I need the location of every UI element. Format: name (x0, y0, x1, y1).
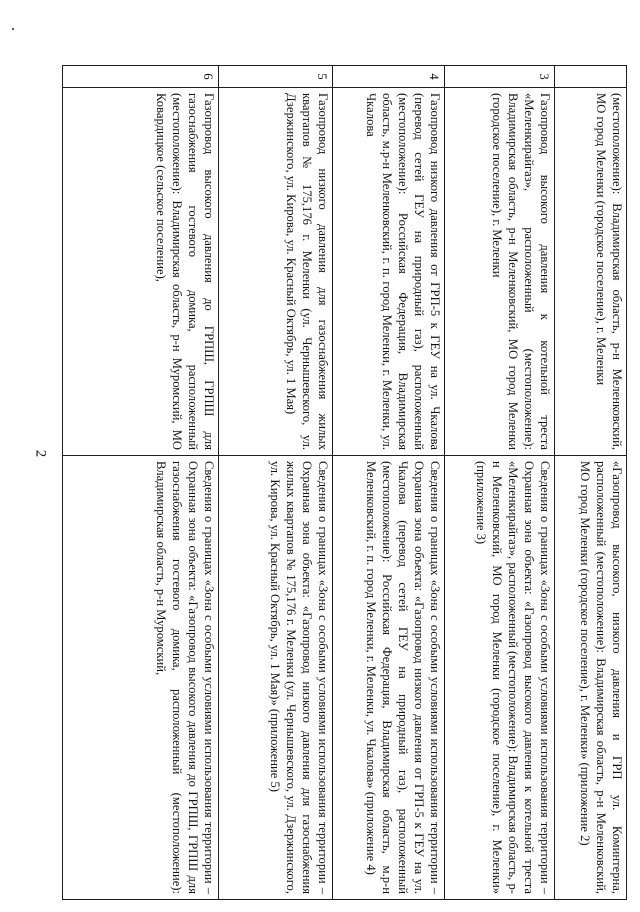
zone-info-cell: Сведения о границах «Зона с особыми условиями использования территории – Охранная зона объекта: «Газопровод высокого давления до ГРПШ, ГРПШ для газоснабжения гостевого домика, расположенный (местоположение): Владимирская область, р-н Муромский, (63, 456, 219, 900)
rotated-table-container (63, 65, 627, 899)
table-row (219, 66, 333, 900)
row-number: 4 (333, 66, 445, 88)
zones-table (62, 65, 627, 900)
row-number: 5 (219, 66, 333, 88)
table-row (445, 66, 555, 900)
table-row (63, 66, 219, 900)
page-number: 2 (32, 449, 49, 458)
zone-info-cell: Сведения о границах «Зона с особыми условиями использования территории – Охранная зона объекта: «Газопровод высокого давления к котельной треста «Меленкирайгаз», расположенный (местоположение): Владимирская область, р-н Меленковский, МО город Меленки (городское поселение), г. Меленки» (приложение 3) (445, 456, 555, 900)
object-cell: Газопровод низкого давления для газоснабжения жилых квартапов № 175,176 г. Меленки (ул. Чернышевского, ул. Дзержинского, ул. Кирова, ул. Красный Октябрь, ул. 1 Мая) (219, 88, 333, 456)
table-row (555, 66, 627, 900)
object-cell: Газопровод низкого давления от ГРП-5 к ГЕУ на ул. Чкалова (перевод сетей ГЕУ на природный газ), расположенный (местоположение): Российская Федерация, Владимирская область, м.р-н Меленковский, г. п. город Меленки, г. Меленки, ул. Чкалова (333, 88, 445, 456)
row-number: 3 (445, 66, 555, 88)
row-number (555, 66, 627, 88)
object-cell: Газопровод высокого давления до ГРПШ, ГРПШ для газоснабжения гостевого домика, расположенный (местоположение): Владимирская область, р-н Муромский, МО Ковардицкое (сельское поселение), (63, 88, 219, 456)
table-row (333, 66, 445, 900)
zone-info-cell: Сведения о границах «Зона с особыми условиями использования территории – Охранная зона объекта: «Газопровод низкого давления для газоснабжения жилых квартапов № 175,176 г. Меленки (ул. Чернышевского, ул. Дзержинского, ул. Кирова, ул. Красный Октябрь, ул. 1 Мая)» (приложение 5) (219, 456, 333, 900)
zone-info-cell: Сведения о границах «Зона с особыми условиями использования территории – Охранная зона объекта: «Газопровод низкого давления от ГРП-5 к ГЕУ на ул. Чкалова (перевод сетей ГЕУ на природный газ), расположенный (местоположение): Российская Федерация, Владимирская область, м.р-н Меленковский, г. п. город Меленки, г. Меленки, ул. Чкалова» (приложение 4) (333, 456, 445, 900)
row-number: 6 (63, 66, 219, 88)
scan-speck (12, 28, 14, 30)
object-cell: Газопровод высокого давления к котельной треста «Меленкирайгаз», расположенный (местоположение): Владимирская область, р-н Меленковский, МО город Меленки (городское поселение), г. Меленки (445, 88, 555, 456)
zone-info-cell: «Газопровод высокого, низкого давления и ГРП ул. Коминтерна, расположенный (местоположение): Владимирская область, р-н Меленковский, МО город Меленки (городское поселение), г. Меленки» (приложение 2) (555, 456, 627, 900)
object-cell: (местоположение): Владимирская область, р-н Меленковский, МО город Меленки (городское поселение), г. Меленки (555, 88, 627, 456)
